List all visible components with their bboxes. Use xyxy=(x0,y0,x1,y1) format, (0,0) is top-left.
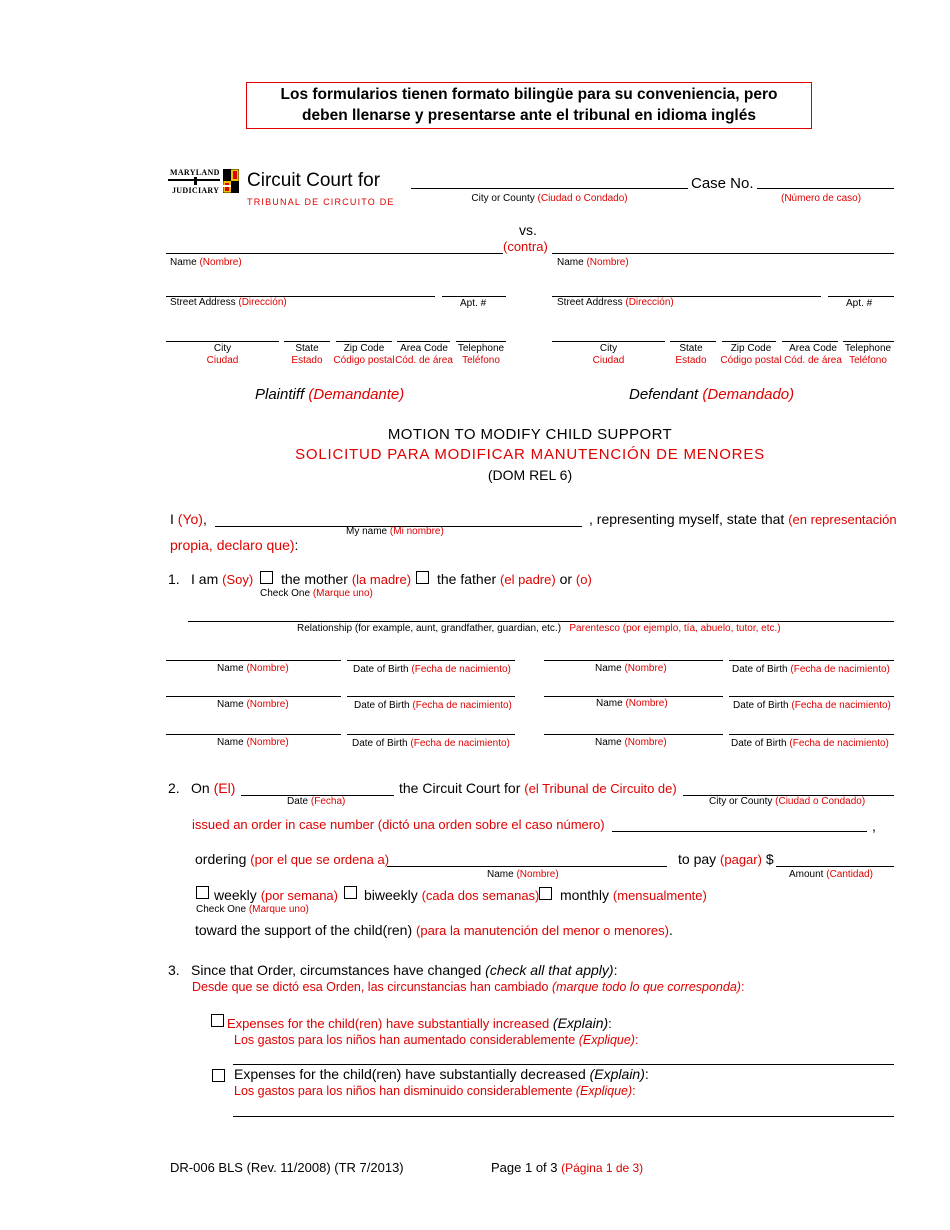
item2-number: 2. xyxy=(168,780,180,796)
child4-name-caption: Name (Nombre) xyxy=(596,698,668,709)
item2-comma: , xyxy=(872,818,876,834)
item1-i-am: I am (Soy) xyxy=(191,571,254,587)
item2-court-for: the Circuit Court for (el Tribunal de Circuito de) xyxy=(399,780,677,796)
item2-issued: issued an order in case number (dictó una orden sobre el caso número) xyxy=(192,817,605,832)
defendant-label: Defendant (Demandado) xyxy=(629,386,795,403)
amount-field[interactable] xyxy=(776,866,894,867)
notice-line-1: Los formularios tienen formato bilingüe para su conveniencia, pero xyxy=(280,86,778,103)
defendant-state-field[interactable] xyxy=(670,341,716,342)
child3-dob-field[interactable] xyxy=(347,696,515,697)
plaintiff-city-field[interactable] xyxy=(166,341,279,342)
defendant-name-caption: Name (Nombre) xyxy=(557,257,629,268)
child3-name-caption: Name (Nombre) xyxy=(217,699,289,710)
order-date-caption: Date (Fecha) xyxy=(287,796,346,807)
child4-dob-caption: Date of Birth (Fecha de nacimiento) xyxy=(733,700,891,711)
circuit-court-label: Circuit Court for xyxy=(247,170,381,191)
child1-dob-field[interactable] xyxy=(347,660,515,661)
defendant-area-field[interactable] xyxy=(782,341,838,342)
item2-to-pay: to pay (pagar) $ xyxy=(678,851,774,867)
maryland-flag-icon xyxy=(223,169,239,193)
plaintiff-state-caption: State Estado xyxy=(291,343,323,366)
child6-name-caption: Name (Nombre) xyxy=(595,737,667,748)
logo-text-top: MARYLAND xyxy=(170,168,220,177)
case-no-caption: (Número de caso) xyxy=(781,193,862,204)
item1-check-one: Check One (Marque uno) xyxy=(260,588,373,599)
expenses-increased-explain-field[interactable] xyxy=(233,1064,894,1065)
child5-dob-caption: Date of Birth (Fecha de nacimiento) xyxy=(352,738,510,749)
defendant-phone-field[interactable] xyxy=(843,341,894,342)
case-number-field[interactable] xyxy=(757,188,894,189)
defendant-area-caption: Area Code Cód. de área xyxy=(784,343,842,366)
item3-since: Since that Order, circumstances have changed (check all that apply): xyxy=(191,962,618,978)
child4-dob-field[interactable] xyxy=(729,696,894,697)
child3-name-field[interactable] xyxy=(166,696,341,697)
defendant-street-caption: Street Address (Dirección) xyxy=(557,297,674,308)
order-court-caption: City or County (Ciudad o Condado) xyxy=(709,796,866,807)
child6-name-field[interactable] xyxy=(544,734,723,735)
form-code: (DOM REL 6) xyxy=(487,467,573,483)
plaintiff-state-field[interactable] xyxy=(284,341,330,342)
expenses-increased-label-es: Los gastos para los niños han aumentado considerablemente (Explique): xyxy=(234,1033,639,1047)
defendant-city-field[interactable] xyxy=(552,341,665,342)
child6-dob-caption: Date of Birth (Fecha de nacimiento) xyxy=(731,738,889,749)
page-number: Page 1 of 3 (Página 1 de 3) xyxy=(491,1160,644,1175)
child5-name-field[interactable] xyxy=(166,734,341,735)
item2-toward: toward the support of the child(ren) (para la manutención del menor o menores). xyxy=(195,922,673,938)
vs-label-es: (contra) xyxy=(503,239,548,254)
intro-representing: , representing myself, state that (en representación xyxy=(589,511,897,527)
child2-dob-field[interactable] xyxy=(729,660,894,661)
amount-caption: Amount (Cantidad) xyxy=(789,869,873,880)
bilingual-notice xyxy=(246,82,812,129)
child1-name-caption: Name (Nombre) xyxy=(217,663,289,674)
item2-check-one: Check One (Marque uno) xyxy=(196,904,309,915)
plaintiff-phone-field[interactable] xyxy=(456,341,506,342)
plaintiff-area-field[interactable] xyxy=(397,341,450,342)
intro-line-2: propia, declaro que): xyxy=(170,537,299,553)
expenses-decreased-label: Expenses for the child(ren) have substantially decreased (Explain): xyxy=(234,1066,649,1082)
plaintiff-name-field[interactable] xyxy=(166,253,503,254)
monthly-checkbox[interactable] xyxy=(539,887,552,900)
defendant-apt-field[interactable] xyxy=(828,296,894,297)
item3-since-es: Desde que se dictó esa Orden, las circunstancias han cambiado (marque todo lo que corresponda): xyxy=(192,980,745,994)
plaintiff-zip-caption: Zip Code Código postal xyxy=(333,343,395,366)
plaintiff-label: Plaintiff (Demandante) xyxy=(255,386,405,403)
expenses-decreased-explain-field[interactable] xyxy=(233,1116,894,1117)
relationship-caption: Relationship (for example, aunt, grandfather, guardian, etc.) Parentesco (por ejemplo, tía, abuelo, tutor, etc.) xyxy=(297,623,781,634)
child2-dob-caption: Date of Birth (Fecha de nacimiento) xyxy=(732,664,890,675)
plaintiff-phone-caption: Telephone Teléfono xyxy=(457,343,505,366)
monthly-label: monthly (mensualmente) xyxy=(560,887,707,903)
item2-on: On (El) xyxy=(191,780,236,796)
child2-name-caption: Name (Nombre) xyxy=(595,663,667,674)
expenses-increased-checkbox[interactable] xyxy=(211,1014,224,1027)
my-name-caption: My name (Mi nombre) xyxy=(346,526,444,537)
child6-dob-field[interactable] xyxy=(729,734,894,735)
relationship-field[interactable] xyxy=(188,621,894,622)
expenses-decreased-label-es: Los gastos para los niños han disminuido considerablemente (Explique): xyxy=(234,1084,636,1098)
plaintiff-city-caption: City Ciudad xyxy=(206,343,239,366)
biweekly-checkbox[interactable] xyxy=(344,886,357,899)
case-no-label: Case No. xyxy=(691,175,754,192)
vs-label: vs. xyxy=(519,222,537,238)
plaintiff-apt-field[interactable] xyxy=(442,296,506,297)
city-county-caption: City or County (Ciudad o Condado) xyxy=(471,193,628,204)
logo-text-bottom: JUDICIARY xyxy=(172,186,220,195)
intro-i: I (Yo), xyxy=(170,511,207,527)
defendant-city-caption: City Ciudad xyxy=(592,343,625,366)
circuit-court-label-es: TRIBUNAL DE CIRCUITO DE xyxy=(247,197,395,207)
child3-dob-caption: Date of Birth (Fecha de nacimiento) xyxy=(354,700,512,711)
weekly-label: weekly (por semana) xyxy=(214,887,338,903)
defendant-state-caption: State Estado xyxy=(675,343,707,366)
item1-number: 1. xyxy=(168,571,180,587)
form-title-es: SOLICITUD PARA MODIFICAR MANUTENCIÓN DE MENORES xyxy=(295,446,765,463)
notice-line-2: deben llenarse y presentarse ante el tribunal en idioma inglés xyxy=(302,107,756,124)
biweekly-label: biweekly (cada dos semanas) xyxy=(364,887,540,903)
item2-ordering: ordering (por el que se ordena a) xyxy=(195,851,390,867)
plaintiff-zip-field[interactable] xyxy=(336,341,392,342)
obligor-name-caption: Name (Nombre) xyxy=(487,869,559,880)
plaintiff-street-caption: Street Address (Dirección) xyxy=(170,297,287,308)
plaintiff-name-caption: Name (Nombre) xyxy=(170,257,242,268)
child5-name-caption: Name (Nombre) xyxy=(217,737,289,748)
defendant-zip-caption: Zip Code Código postal xyxy=(720,343,782,366)
child1-name-field[interactable] xyxy=(166,660,341,661)
child5-dob-field[interactable] xyxy=(347,734,515,735)
child1-dob-caption: Date of Birth (Fecha de nacimiento) xyxy=(353,664,511,675)
defendant-zip-field[interactable] xyxy=(722,341,776,342)
weekly-checkbox[interactable] xyxy=(196,886,209,899)
defendant-name-field[interactable] xyxy=(552,253,894,254)
maryland-judiciary-logo xyxy=(166,167,240,199)
defendant-apt-caption: Apt. # xyxy=(846,298,873,309)
expenses-increased-label: Expenses for the child(ren) have substantially increased (Explain): xyxy=(227,1015,612,1031)
father-checkbox[interactable] xyxy=(416,571,429,584)
father-label: the father (el padre) or (o) xyxy=(437,571,592,587)
item3-number: 3. xyxy=(168,962,180,978)
form-id: DR-006 BLS (Rev. 11/2008) (TR 7/2013) xyxy=(170,1160,404,1175)
plaintiff-area-caption: Area Code Cód. de área xyxy=(395,343,453,366)
obligor-name-field[interactable] xyxy=(387,866,667,867)
mother-checkbox[interactable] xyxy=(260,571,273,584)
mother-label: the mother (la madre) xyxy=(281,571,412,587)
plaintiff-apt-caption: Apt. # xyxy=(460,298,487,309)
court-city-county-field[interactable] xyxy=(411,188,688,189)
defendant-phone-caption: Telephone Teléfono xyxy=(844,343,892,366)
order-case-number-field[interactable] xyxy=(612,831,867,832)
form-title: MOTION TO MODIFY CHILD SUPPORT xyxy=(387,426,673,443)
expenses-decreased-checkbox[interactable] xyxy=(212,1069,225,1082)
logo-gavel-head xyxy=(194,177,197,185)
child4-name-field[interactable] xyxy=(544,696,723,697)
child2-name-field[interactable] xyxy=(544,660,723,661)
